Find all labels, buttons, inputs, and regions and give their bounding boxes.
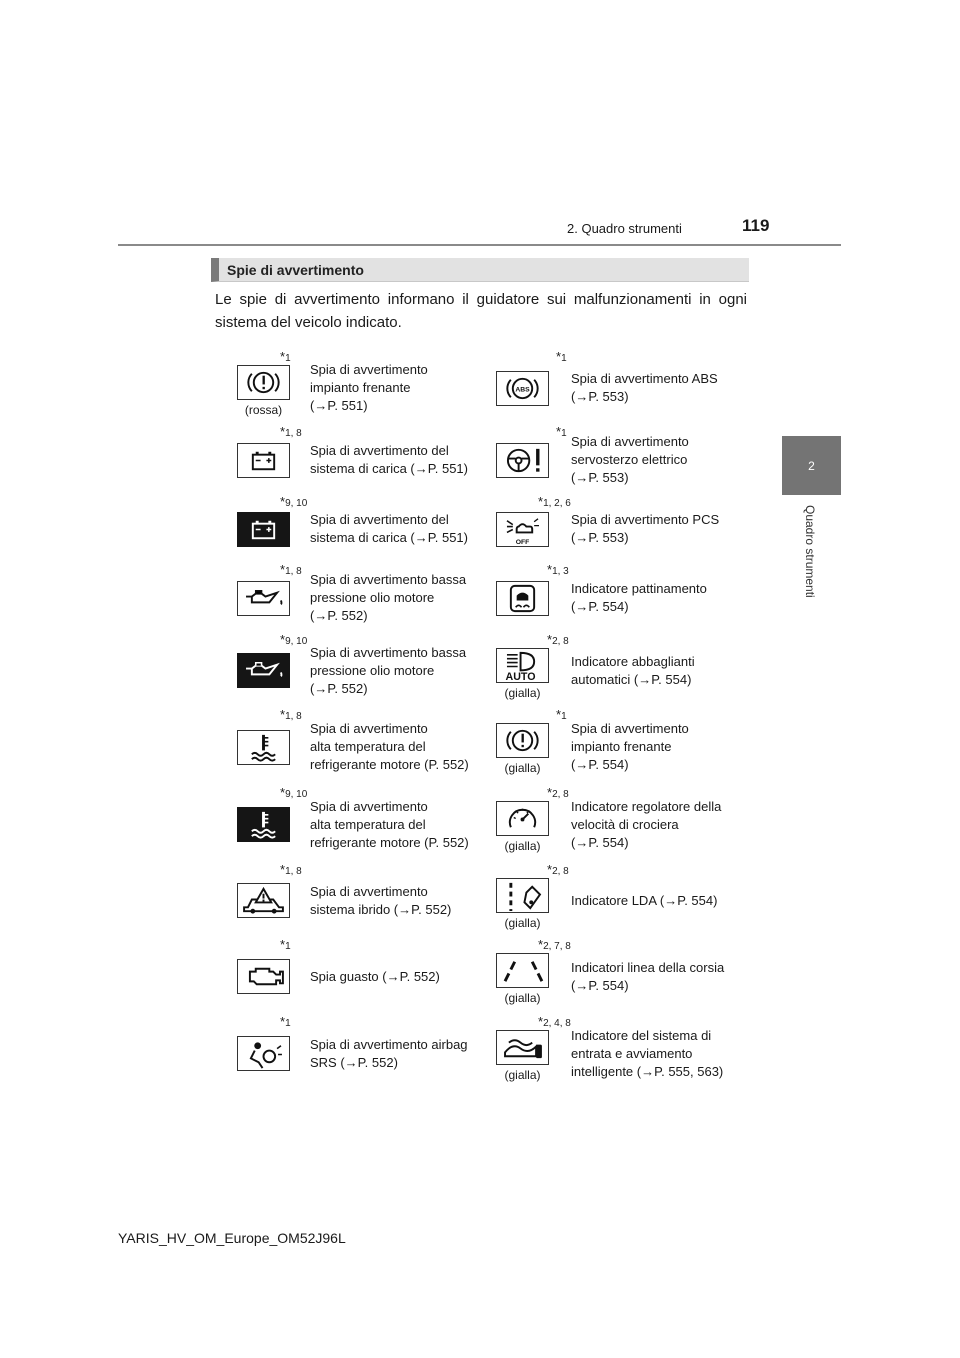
footnote-asterisk: * [547,562,553,577]
footnote-numbers: 2, 8 [552,789,569,800]
cruise-control-icon [496,801,549,836]
warning-light-row [210,862,750,935]
footnote-numbers: 1, 8 [285,711,302,722]
warning-light-cell [210,494,482,560]
description-line: Spia di avvertimento bassa [310,572,467,587]
description-line: Indicatori linea della corsia [571,960,725,975]
description-line: Indicatore abbaglianti [571,654,695,669]
footnote-asterisk: * [547,862,553,877]
description-line: SRS (→P. 552) [310,1055,398,1070]
section-heading [211,258,749,282]
chapter-tab-number: 2 [808,458,815,473]
footnote-numbers: 1, 8 [285,566,302,577]
light-color-label: (gialla) [504,991,541,1005]
warning-light-cell [482,424,750,492]
warning-light-row [210,562,750,630]
coolant-temperature-icon [237,730,290,765]
warning-light-row [210,937,750,1012]
chapter-side-label-text: Quadro strumenti [803,505,817,598]
battery-icon [237,512,290,547]
description-line: Spia di avvertimento [310,884,428,899]
warning-light-cell [210,862,482,935]
svg-text:ABS: ABS [515,386,530,394]
warning-light-cell [210,424,482,492]
footnote-asterisk: * [280,707,286,722]
warning-light-description [310,720,478,774]
document-footer: YARIS_HV_OM_Europe_OM52J96L [118,1230,346,1246]
lda-icon [496,878,549,913]
description-line: (→P. 553) [571,470,629,485]
footnote-asterisk: * [556,424,562,439]
description-line: pressione olio motore [310,590,435,605]
description-line: alta temperatura del [310,817,426,832]
description-line: alta temperatura del [310,739,426,754]
footnote-numbers: 1 [561,711,567,722]
description-line: intelligente (→P. 555, 563) [571,1064,724,1079]
description-line: impianto frenante [571,739,672,754]
footnote-marker [547,632,569,647]
description-line: servosterzo elettrico [571,452,688,467]
warning-light-description [310,1036,478,1072]
chapter-tab[interactable] [782,436,841,495]
footnote-marker [280,937,291,952]
section-heading-text: Spie di avvertimento [227,262,364,278]
warning-light-description [310,361,478,415]
footnote-numbers: 1 [561,353,567,364]
description-line: (→P. 553) [571,530,629,545]
footnote-marker [556,707,567,722]
footnote-marker [280,562,302,577]
warning-light-cell [482,632,750,705]
warning-light-description [571,580,743,616]
hybrid-system-icon [237,883,290,918]
warning-light-cell [482,937,750,1012]
intro-paragraph: Le spie di avvertimento informano il guidatore sui malfunzionamenti in ogni sistema del veicolo indicato. [215,291,747,331]
footnote-asterisk: * [280,1014,286,1029]
lane-lines-icon [496,953,549,988]
description-line: Indicatore LDA (→P. 554) [571,893,718,908]
footnote-numbers: 1 [561,428,567,439]
light-color-label: (gialla) [504,761,541,775]
footnote-numbers: 1, 8 [285,428,302,439]
footnote-marker [280,785,307,800]
oil-pressure-icon [237,653,290,688]
abs-icon [496,371,549,406]
brake-warning-icon [496,723,549,758]
header-section-title: 2. Quadro strumenti [567,221,682,236]
footnote-marker [280,494,307,509]
description-line: Indicatore pattinamento [571,581,707,596]
warning-light-row [210,424,750,492]
description-line: (→P. 554) [571,835,629,850]
footnote-asterisk: * [280,349,286,364]
footnote-asterisk: * [280,785,286,800]
description-line: Indicatore del sistema di [571,1028,712,1043]
warning-light-description [571,892,743,910]
description-line: Spia di avvertimento [310,721,428,736]
warning-light-description [571,798,743,852]
footnote-marker [538,1014,571,1029]
description-line: Spia di avvertimento PCS [571,512,720,527]
warning-light-row [210,632,750,705]
footnote-numbers: 2, 7, 8 [543,941,571,952]
light-color-label: (rossa) [244,403,283,417]
footnote-marker [280,707,302,722]
warning-light-description [310,883,478,919]
warning-light-description [310,798,478,852]
footnote-marker [280,424,302,439]
warning-light-row [210,1014,750,1089]
warning-light-cell [482,1014,750,1089]
footnote-numbers: 2, 8 [552,636,569,647]
footnote-marker [538,494,571,509]
description-line: (→P. 553) [571,389,629,404]
warning-light-description [571,959,743,995]
description-line: refrigerante motore (P. 552) [310,835,469,850]
description-line: Spia di avvertimento [571,721,689,736]
description-line: Spia di avvertimento del [310,512,449,527]
description-line: (→P. 554) [571,978,629,993]
footnote-numbers: 1, 8 [285,866,302,877]
warning-light-cell [210,349,482,423]
description-line: Spia di avvertimento del [310,443,449,458]
pcs-off-icon [496,512,549,547]
footnote-numbers: 1, 2, 6 [543,498,571,509]
warning-light-description [310,571,478,625]
description-line: sistema ibrido (→P. 552) [310,902,452,917]
light-color-label: (gialla) [504,686,541,700]
description-line: Spia di avvertimento airbag [310,1037,468,1052]
warning-light-cell [210,937,482,1012]
description-line: (→P. 554) [571,599,629,614]
footnote-marker [547,562,569,577]
warning-light-row [210,349,750,423]
footnote-marker [538,937,571,952]
warning-light-cell [210,562,482,630]
coolant-temperature-icon [237,807,290,842]
footnote-asterisk: * [556,349,562,364]
warning-light-cell [482,349,750,423]
footnote-asterisk: * [538,494,544,509]
footnote-marker [280,349,291,364]
footnote-asterisk: * [538,1014,544,1029]
footnote-asterisk: * [538,937,544,952]
footnote-asterisk: * [280,862,286,877]
footnote-marker [547,785,569,800]
header-rule [118,244,841,246]
footnote-numbers: 1 [285,353,291,364]
warning-light-cell [482,707,750,783]
footnote-numbers: 2, 4, 8 [543,1018,571,1029]
auto-high-beam-icon [496,648,549,683]
footnote-numbers: 2, 8 [552,866,569,877]
warning-light-cell [482,562,750,630]
footnote-asterisk: * [280,562,286,577]
footnote-marker [280,1014,291,1029]
footnote-marker [547,862,569,877]
svg-text:OFF: OFF [515,539,530,546]
light-color-label: (gialla) [504,1068,541,1082]
warning-light-cell [210,1014,482,1089]
warning-light-row [210,707,750,783]
svg-text:AUTO: AUTO [505,671,536,682]
description-line: Spia di avvertimento [310,799,428,814]
footnote-numbers: 9, 10 [285,498,308,509]
footnote-numbers: 1, 3 [552,566,569,577]
description-line: Indicatore regolatore della [571,799,722,814]
warning-light-description [310,442,478,478]
footnote-numbers: 1 [285,941,291,952]
warning-light-cell [482,862,750,935]
description-line: (→P. 551) [310,398,368,413]
warning-light-description [571,720,743,774]
footnote-marker [280,862,302,877]
description-line: refrigerante motore (P. 552) [310,757,469,772]
footnote-marker [280,632,307,647]
warning-light-row [210,785,750,860]
description-line: Spia di avvertimento ABS [571,371,718,386]
description-line: Spia di avvertimento [310,362,428,377]
warning-light-cell [482,494,750,560]
footnote-asterisk: * [280,937,286,952]
footnote-asterisk: * [280,424,286,439]
footnote-marker [556,349,567,364]
description-line: (→P. 552) [310,681,368,696]
description-line: Spia di avvertimento bassa [310,645,467,660]
description-line: Spia guasto (→P. 552) [310,969,440,984]
engine-malfunction-icon [237,959,290,994]
warning-light-description [571,511,743,547]
slip-indicator-icon [496,581,549,616]
page-number: 119 [742,216,770,235]
description-line: (→P. 552) [310,608,368,623]
footnote-asterisk: * [280,632,286,647]
description-line: (→P. 554) [571,757,629,772]
description-line: pressione olio motore [310,663,435,678]
warning-light-description [571,433,743,487]
power-steering-icon [496,443,549,478]
warning-light-cell [210,707,482,783]
warning-light-description [310,511,478,547]
warning-light-description [310,644,478,698]
footnote-asterisk: * [556,707,562,722]
description-line: Spia di avvertimento [571,434,689,449]
footnote-numbers: 9, 10 [285,789,308,800]
warning-light-cell [210,632,482,705]
oil-pressure-icon [237,581,290,616]
light-color-label: (gialla) [504,839,541,853]
footnote-asterisk: * [280,494,286,509]
description-line: sistema di carica (→P. 551) [310,461,468,476]
footnote-asterisk: * [547,632,553,647]
smart-entry-icon [496,1030,549,1065]
warning-light-cell [482,785,750,860]
description-line: automatici (→P. 554) [571,672,692,687]
description-line: impianto frenante [310,380,411,395]
light-color-label: (gialla) [504,916,541,930]
chapter-side-label [782,505,841,645]
footnote-numbers: 1 [285,1018,291,1029]
srs-airbag-icon [237,1036,290,1071]
description-line: sistema di carica (→P. 551) [310,530,468,545]
warning-light-description [571,370,743,406]
warning-light-description [310,968,478,986]
warning-light-description [571,1027,743,1081]
footnote-numbers: 9, 10 [285,636,308,647]
warning-light-cell [210,785,482,860]
warning-light-row [210,494,750,560]
warning-light-description [571,653,743,689]
footnote-asterisk: * [547,785,553,800]
footnote-marker [556,424,567,439]
description-line: velocità di crociera [571,817,679,832]
brake-warning-icon [237,365,290,400]
battery-icon [237,443,290,478]
description-line: entrata e avviamento [571,1046,693,1061]
